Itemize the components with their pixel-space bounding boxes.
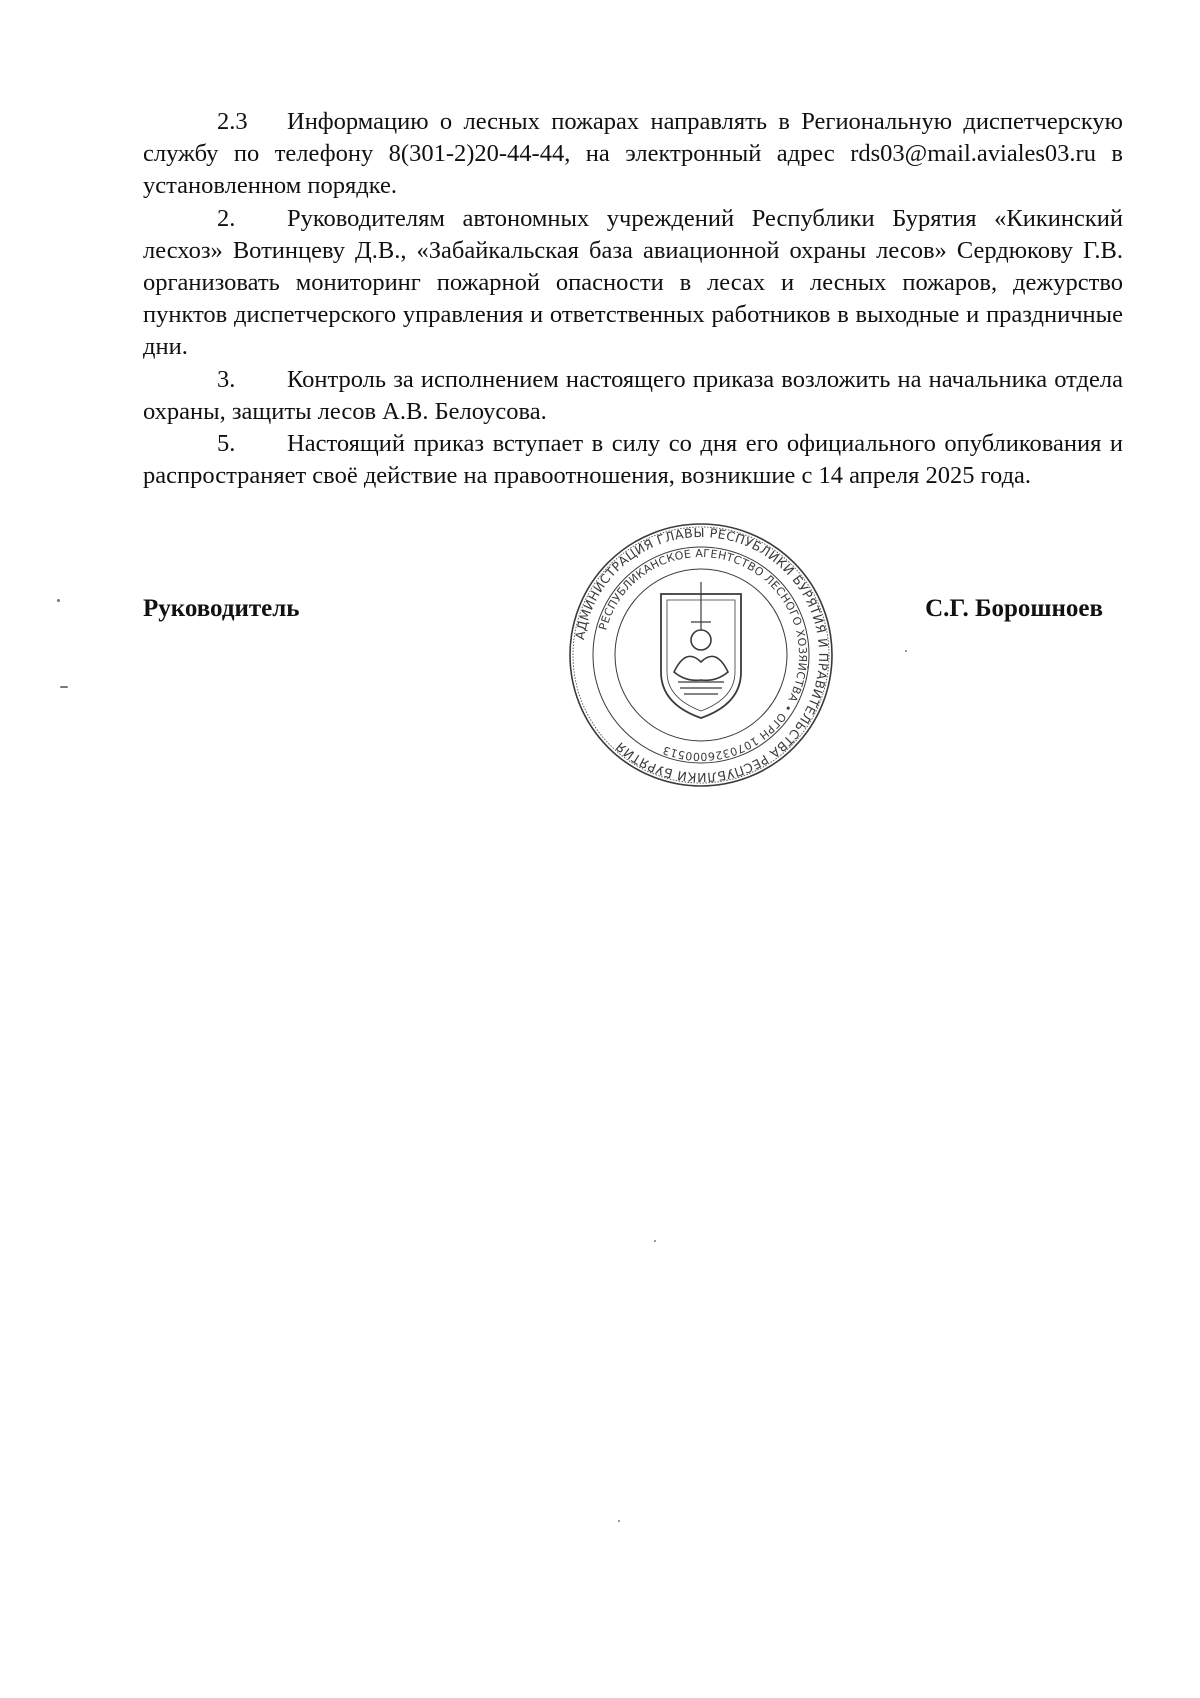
scan-speck [905, 650, 907, 652]
scan-speck [654, 1240, 656, 1242]
paragraph-text: Руководителям автономных учреждений Республики Бурятия «Кикинский лесхоз» Вотинцеву Д.В., «Забайкальская база авиационной охраны лесов» Сердюкову Г.В. организовать мониторинг пожарной опасности в лесах и лесных пожаров, дежурство пунктов диспетчерского управления и ответственных работников в выходные и праздничные дни. [143, 204, 1123, 361]
paragraph-text: Информацию о лесных пожарах направлять в Региональную диспетчерскую службу по телефону 8(301-2)20-44-44, на электронный адрес rds03@mail.aviales03.ru в установленном порядке. [143, 108, 1123, 200]
scan-speck [618, 1520, 620, 1522]
signatory-name: С.Г. Борошноев [925, 595, 1103, 622]
document-body [143, 106, 1123, 492]
scan-speck [57, 599, 60, 602]
paragraph-text: Контроль за исполнением настоящего приказа возложить на начальника отдела охраны, защиты лесов А.В. Белоусова. [143, 365, 1123, 425]
signatory-title: Руководитель [143, 595, 300, 622]
seal-outer-text: АДМИНИСТРАЦИЯ ГЛАВЫ РЕСПУБЛИКИ БУРЯТИЯ И ПРАВИТЕЛЬСТВА РЕСПУБЛИКИ БУРЯТИЯ [572, 524, 832, 786]
seal-inner-text: РЕСПУБЛИКАНСКОЕ АГЕНТСТВО ЛЕСНОГО ХОЗЯЙСТВА • ОГРН 1070326000513 [596, 546, 810, 764]
paragraph-2 [143, 203, 1123, 364]
paragraph-number: 5. [217, 430, 236, 458]
emblem-sun [691, 630, 711, 650]
paragraph-5 [143, 428, 1123, 492]
paragraph-number: 2. [217, 204, 236, 232]
paragraph-2-3 [143, 106, 1123, 203]
paragraph-text: Настоящий приказ вступает в силу со дня его официального опубликования и распространяет своё действие на правоотношения, возникшие с 14 апреля 2025 года. [143, 430, 1123, 490]
emblem-figure [674, 656, 728, 680]
scan-speck [60, 686, 68, 688]
official-seal [566, 522, 836, 788]
paragraph-number: 3. [217, 365, 236, 393]
emblem-base-lines [678, 682, 724, 694]
paragraph-number: 2.3 [217, 108, 248, 135]
paragraph-3 [143, 364, 1123, 428]
